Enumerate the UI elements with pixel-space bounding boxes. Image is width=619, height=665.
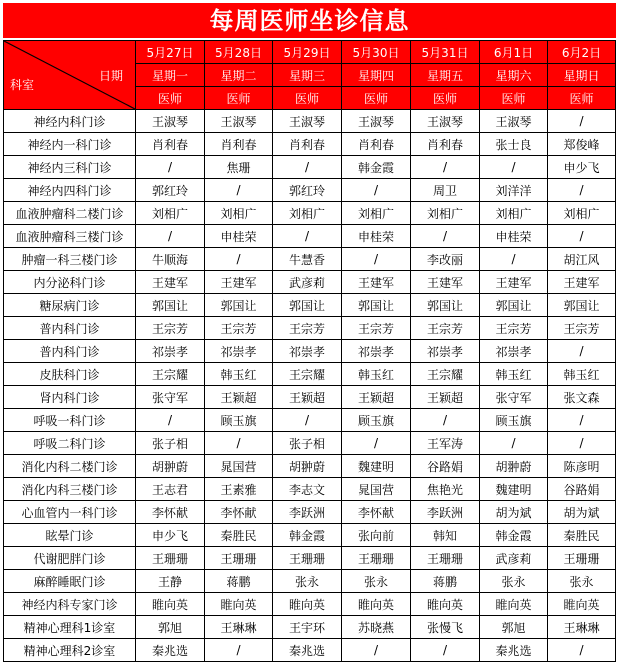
doctor-cell: 苏晓燕 bbox=[342, 616, 411, 639]
doctor-cell: 胡翀蔚 bbox=[480, 455, 548, 478]
doctor-cell: / bbox=[273, 156, 342, 179]
doctor-cell: 武彦莉 bbox=[273, 271, 342, 294]
page-title: 每周医师坐诊信息 bbox=[3, 3, 616, 38]
doctor-cell: 张士良 bbox=[480, 133, 548, 156]
doctor-cell: 祁崇孝 bbox=[205, 340, 273, 363]
doctor-cell: 睢向英 bbox=[480, 593, 548, 616]
department-cell: 皮肤科门诊 bbox=[4, 363, 136, 386]
department-cell: 神经内科专家门诊 bbox=[4, 593, 136, 616]
department-cell: 神经内三科门诊 bbox=[4, 156, 136, 179]
department-cell: 消化内科二楼门诊 bbox=[4, 455, 136, 478]
doctor-cell: 王淑琴 bbox=[342, 110, 411, 133]
doctor-cell: 郭旭 bbox=[136, 616, 205, 639]
doctor-cell: 刘相广 bbox=[342, 202, 411, 225]
table-row bbox=[4, 179, 616, 202]
doctor-header: 医师 bbox=[273, 87, 342, 110]
doctor-cell: 张永 bbox=[548, 570, 616, 593]
doctor-cell: 张文森 bbox=[548, 386, 616, 409]
doctor-cell: 郭国让 bbox=[205, 294, 273, 317]
doctor-cell: 刘相广 bbox=[136, 202, 205, 225]
doctor-cell: 王建军 bbox=[342, 271, 411, 294]
doctor-cell: 祁崇孝 bbox=[411, 340, 480, 363]
doctor-cell: 蒋鹏 bbox=[411, 570, 480, 593]
date-header: 5月31日 bbox=[411, 41, 480, 64]
doctor-cell: / bbox=[411, 639, 480, 662]
doctor-cell: 王琳琳 bbox=[548, 616, 616, 639]
doctor-cell: 李跃洲 bbox=[273, 501, 342, 524]
doctor-cell: 肖利春 bbox=[136, 133, 205, 156]
date-header: 5月30日 bbox=[342, 41, 411, 64]
table-row bbox=[4, 133, 616, 156]
doctor-cell: 王琳琳 bbox=[205, 616, 273, 639]
doctor-cell: / bbox=[342, 248, 411, 271]
doctor-cell: / bbox=[205, 179, 273, 202]
department-cell: 呼吸一科门诊 bbox=[4, 409, 136, 432]
doctor-cell: 睢向英 bbox=[342, 593, 411, 616]
doctor-cell: 顾玉旗 bbox=[205, 409, 273, 432]
doctor-cell: 张向前 bbox=[342, 524, 411, 547]
doctor-cell: 晁国营 bbox=[205, 455, 273, 478]
date-header: 6月1日 bbox=[480, 41, 548, 64]
doctor-cell: / bbox=[480, 248, 548, 271]
corner-date-label: 日期 bbox=[98, 69, 123, 83]
doctor-cell: 王素雅 bbox=[205, 478, 273, 501]
doctor-cell: / bbox=[342, 179, 411, 202]
doctor-cell: / bbox=[411, 409, 480, 432]
doctor-cell: 胡为斌 bbox=[480, 501, 548, 524]
doctor-cell: 王珊珊 bbox=[136, 547, 205, 570]
schedule-table bbox=[3, 40, 616, 662]
doctor-cell: 王珊珊 bbox=[205, 547, 273, 570]
doctor-cell: / bbox=[548, 639, 616, 662]
doctor-cell: 秦兆选 bbox=[480, 639, 548, 662]
doctor-cell: / bbox=[548, 110, 616, 133]
doctor-cell: 胡为斌 bbox=[548, 501, 616, 524]
department-cell: 精神心理科2诊室 bbox=[4, 639, 136, 662]
doctor-header: 医师 bbox=[480, 87, 548, 110]
doctor-cell: / bbox=[480, 156, 548, 179]
doctor-cell: / bbox=[411, 156, 480, 179]
doctor-header: 医师 bbox=[411, 87, 480, 110]
corner-dept-label: 科室 bbox=[10, 78, 35, 92]
table-row bbox=[4, 524, 616, 547]
doctor-cell: 张慢飞 bbox=[411, 616, 480, 639]
doctor-cell: 焦珊 bbox=[205, 156, 273, 179]
table-row bbox=[4, 501, 616, 524]
doctor-cell: 蒋鹏 bbox=[205, 570, 273, 593]
doctor-cell: 肖利春 bbox=[411, 133, 480, 156]
doctor-cell: 秦胜民 bbox=[205, 524, 273, 547]
doctor-cell: 王宗耀 bbox=[136, 363, 205, 386]
doctor-cell: 韩知 bbox=[411, 524, 480, 547]
doctor-cell: 王志君 bbox=[136, 478, 205, 501]
doctor-cell: / bbox=[273, 225, 342, 248]
table-row bbox=[4, 110, 616, 133]
table-row bbox=[4, 432, 616, 455]
doctor-cell: 郑俊峰 bbox=[548, 133, 616, 156]
doctor-cell: 陈彦明 bbox=[548, 455, 616, 478]
department-cell: 血液肿瘤科二楼门诊 bbox=[4, 202, 136, 225]
doctor-cell: / bbox=[205, 639, 273, 662]
doctor-header: 医师 bbox=[548, 87, 616, 110]
doctor-cell: 郭旭 bbox=[480, 616, 548, 639]
table-row bbox=[4, 386, 616, 409]
department-cell: 普内科门诊 bbox=[4, 340, 136, 363]
doctor-cell: 韩金霞 bbox=[342, 156, 411, 179]
date-header: 5月29日 bbox=[273, 41, 342, 64]
doctor-cell: 谷路娟 bbox=[411, 455, 480, 478]
doctor-cell: 王宇环 bbox=[273, 616, 342, 639]
doctor-cell: 王珊珊 bbox=[548, 547, 616, 570]
doctor-cell: 王淑琴 bbox=[136, 110, 205, 133]
doctor-cell: 王宗芳 bbox=[480, 317, 548, 340]
table-row bbox=[4, 616, 616, 639]
doctor-cell: 晁国营 bbox=[342, 478, 411, 501]
doctor-cell: 魏建明 bbox=[342, 455, 411, 478]
doctor-cell: / bbox=[548, 179, 616, 202]
weekday-header: 星期日 bbox=[548, 64, 616, 87]
doctor-cell: 张子相 bbox=[136, 432, 205, 455]
doctor-cell: 刘相广 bbox=[205, 202, 273, 225]
doctor-cell: / bbox=[411, 225, 480, 248]
doctor-cell: 王宗芳 bbox=[273, 317, 342, 340]
department-cell: 消化内科三楼门诊 bbox=[4, 478, 136, 501]
doctor-cell: 魏建明 bbox=[480, 478, 548, 501]
doctor-cell: 李怀献 bbox=[342, 501, 411, 524]
department-cell: 呼吸二科门诊 bbox=[4, 432, 136, 455]
table-row bbox=[4, 593, 616, 616]
doctor-cell: 李跃洲 bbox=[411, 501, 480, 524]
doctor-cell: 王颖超 bbox=[205, 386, 273, 409]
table-row bbox=[4, 363, 616, 386]
doctor-cell: 张永 bbox=[480, 570, 548, 593]
date-header: 5月27日 bbox=[136, 41, 205, 64]
doctor-cell: 韩玉红 bbox=[342, 363, 411, 386]
doctor-cell: 李怀献 bbox=[205, 501, 273, 524]
doctor-cell: 王珊珊 bbox=[411, 547, 480, 570]
table-row bbox=[4, 570, 616, 593]
doctor-cell: 顾玉旗 bbox=[342, 409, 411, 432]
doctor-cell: 郭国让 bbox=[411, 294, 480, 317]
doctor-cell: 王静 bbox=[136, 570, 205, 593]
department-cell: 糖尿病门诊 bbox=[4, 294, 136, 317]
table-row bbox=[4, 202, 616, 225]
doctor-cell: 王淑琴 bbox=[205, 110, 273, 133]
doctor-cell: 睢向英 bbox=[136, 593, 205, 616]
doctor-cell: 顾玉旗 bbox=[480, 409, 548, 432]
doctor-cell: 秦兆选 bbox=[273, 639, 342, 662]
doctor-cell: 王军涛 bbox=[411, 432, 480, 455]
doctor-cell: 李怀献 bbox=[136, 501, 205, 524]
department-cell: 血液肿瘤科三楼门诊 bbox=[4, 225, 136, 248]
doctor-cell: 祁崇孝 bbox=[342, 340, 411, 363]
doctor-cell: 郭红玲 bbox=[136, 179, 205, 202]
doctor-cell: 王宗芳 bbox=[548, 317, 616, 340]
doctor-cell: 申少飞 bbox=[136, 524, 205, 547]
doctor-cell: 郭国让 bbox=[342, 294, 411, 317]
weekday-header: 星期六 bbox=[480, 64, 548, 87]
doctor-header: 医师 bbox=[342, 87, 411, 110]
doctor-cell: 胡翀蔚 bbox=[273, 455, 342, 478]
table-row bbox=[4, 294, 616, 317]
doctor-cell: 郭国让 bbox=[136, 294, 205, 317]
doctor-cell: 睢向英 bbox=[411, 593, 480, 616]
doctor-cell: 睢向英 bbox=[548, 593, 616, 616]
department-cell: 肾内科门诊 bbox=[4, 386, 136, 409]
header-corner bbox=[4, 41, 136, 110]
table-row bbox=[4, 409, 616, 432]
doctor-cell: 申桂荣 bbox=[480, 225, 548, 248]
department-cell: 麻醉睡眠门诊 bbox=[4, 570, 136, 593]
doctor-cell: 郭国让 bbox=[480, 294, 548, 317]
date-header: 6月2日 bbox=[548, 41, 616, 64]
doctor-cell: / bbox=[205, 248, 273, 271]
doctor-cell: 刘相广 bbox=[411, 202, 480, 225]
doctor-cell: 李改丽 bbox=[411, 248, 480, 271]
doctor-cell: 刘相广 bbox=[480, 202, 548, 225]
doctor-header: 医师 bbox=[205, 87, 273, 110]
table-row bbox=[4, 340, 616, 363]
doctor-cell: 睢向英 bbox=[205, 593, 273, 616]
doctor-cell: 韩玉红 bbox=[480, 363, 548, 386]
doctor-cell: 秦兆选 bbox=[136, 639, 205, 662]
doctor-cell: 王宗耀 bbox=[411, 363, 480, 386]
table-row bbox=[4, 225, 616, 248]
doctor-cell: 王淑琴 bbox=[480, 110, 548, 133]
table-row bbox=[4, 455, 616, 478]
doctor-cell: 郭国让 bbox=[273, 294, 342, 317]
doctor-cell: 谷路娟 bbox=[548, 478, 616, 501]
doctor-cell: 王颖超 bbox=[411, 386, 480, 409]
doctor-cell: / bbox=[342, 432, 411, 455]
doctor-cell: 张守军 bbox=[136, 386, 205, 409]
doctor-cell: 王淑琴 bbox=[411, 110, 480, 133]
doctor-cell: / bbox=[548, 432, 616, 455]
doctor-cell: 周卫 bbox=[411, 179, 480, 202]
doctor-cell: 韩金霞 bbox=[273, 524, 342, 547]
doctor-cell: 王颖超 bbox=[273, 386, 342, 409]
table-row bbox=[4, 248, 616, 271]
doctor-cell: 祁崇孝 bbox=[480, 340, 548, 363]
department-cell: 精神心理科1诊室 bbox=[4, 616, 136, 639]
doctor-cell: 王宗芳 bbox=[411, 317, 480, 340]
doctor-cell: 牛顺海 bbox=[136, 248, 205, 271]
doctor-cell: 王淑琴 bbox=[273, 110, 342, 133]
doctor-cell: / bbox=[548, 340, 616, 363]
doctor-cell: 郭国让 bbox=[548, 294, 616, 317]
doctor-cell: 王建军 bbox=[480, 271, 548, 294]
doctor-cell: 王珊珊 bbox=[342, 547, 411, 570]
doctor-cell: 胡翀蔚 bbox=[136, 455, 205, 478]
doctor-cell: 张永 bbox=[342, 570, 411, 593]
doctor-cell: 祁崇孝 bbox=[273, 340, 342, 363]
doctor-cell: 张永 bbox=[273, 570, 342, 593]
doctor-cell: 王宗芳 bbox=[205, 317, 273, 340]
doctor-cell: 王建军 bbox=[548, 271, 616, 294]
department-cell: 神经内一科门诊 bbox=[4, 133, 136, 156]
doctor-cell: 王宗芳 bbox=[136, 317, 205, 340]
table-row bbox=[4, 317, 616, 340]
doctor-header: 医师 bbox=[136, 87, 205, 110]
department-cell: 眩晕门诊 bbox=[4, 524, 136, 547]
doctor-cell: / bbox=[548, 409, 616, 432]
department-cell: 普内科门诊 bbox=[4, 317, 136, 340]
doctor-cell: 王建军 bbox=[205, 271, 273, 294]
doctor-cell: 肖利春 bbox=[342, 133, 411, 156]
date-header: 5月28日 bbox=[205, 41, 273, 64]
doctor-cell: / bbox=[136, 225, 205, 248]
doctor-cell: 郭红玲 bbox=[273, 179, 342, 202]
doctor-cell: 王建军 bbox=[411, 271, 480, 294]
department-cell: 内分泌科门诊 bbox=[4, 271, 136, 294]
doctor-cell: 胡江风 bbox=[548, 248, 616, 271]
doctor-cell: 韩玉红 bbox=[548, 363, 616, 386]
doctor-cell: 韩金霞 bbox=[480, 524, 548, 547]
weekday-header: 星期五 bbox=[411, 64, 480, 87]
weekday-header: 星期三 bbox=[273, 64, 342, 87]
doctor-cell: 王颖超 bbox=[342, 386, 411, 409]
table-row bbox=[4, 478, 616, 501]
doctor-cell: 王宗芳 bbox=[342, 317, 411, 340]
doctor-cell: 肖利春 bbox=[205, 133, 273, 156]
table-row bbox=[4, 547, 616, 570]
doctor-cell: 申桂荣 bbox=[205, 225, 273, 248]
doctor-cell: / bbox=[548, 225, 616, 248]
table-row bbox=[4, 639, 616, 662]
doctor-cell: 王珊珊 bbox=[273, 547, 342, 570]
doctor-cell: 王建军 bbox=[136, 271, 205, 294]
department-cell: 肿瘤一科三楼门诊 bbox=[4, 248, 136, 271]
doctor-cell: 刘相广 bbox=[548, 202, 616, 225]
doctor-cell: / bbox=[205, 432, 273, 455]
doctor-cell: 李志文 bbox=[273, 478, 342, 501]
table-row bbox=[4, 156, 616, 179]
doctor-cell: 武彦莉 bbox=[480, 547, 548, 570]
doctor-cell: 申少飞 bbox=[548, 156, 616, 179]
department-cell: 心血管内一科门诊 bbox=[4, 501, 136, 524]
doctor-cell: 王宗耀 bbox=[273, 363, 342, 386]
doctor-cell: 祁崇孝 bbox=[136, 340, 205, 363]
doctor-cell: 刘洋洋 bbox=[480, 179, 548, 202]
doctor-cell: 焦艳光 bbox=[411, 478, 480, 501]
doctor-cell: 韩玉红 bbox=[205, 363, 273, 386]
doctor-cell: 张守军 bbox=[480, 386, 548, 409]
doctor-cell: / bbox=[136, 409, 205, 432]
doctor-cell: / bbox=[480, 432, 548, 455]
doctor-cell: / bbox=[342, 639, 411, 662]
table-row bbox=[4, 271, 616, 294]
doctor-cell: 申桂荣 bbox=[342, 225, 411, 248]
doctor-cell: 牛慧香 bbox=[273, 248, 342, 271]
weekday-header: 星期二 bbox=[205, 64, 273, 87]
weekday-header: 星期四 bbox=[342, 64, 411, 87]
doctor-cell: 张子相 bbox=[273, 432, 342, 455]
weekday-header: 星期一 bbox=[136, 64, 205, 87]
doctor-cell: 刘相广 bbox=[273, 202, 342, 225]
department-cell: 神经内四科门诊 bbox=[4, 179, 136, 202]
doctor-cell: / bbox=[273, 409, 342, 432]
doctor-cell: 肖利春 bbox=[273, 133, 342, 156]
doctor-cell: 秦胜民 bbox=[548, 524, 616, 547]
department-cell: 神经内科门诊 bbox=[4, 110, 136, 133]
doctor-cell: 睢向英 bbox=[273, 593, 342, 616]
doctor-cell: / bbox=[136, 156, 205, 179]
department-cell: 代谢肥胖门诊 bbox=[4, 547, 136, 570]
